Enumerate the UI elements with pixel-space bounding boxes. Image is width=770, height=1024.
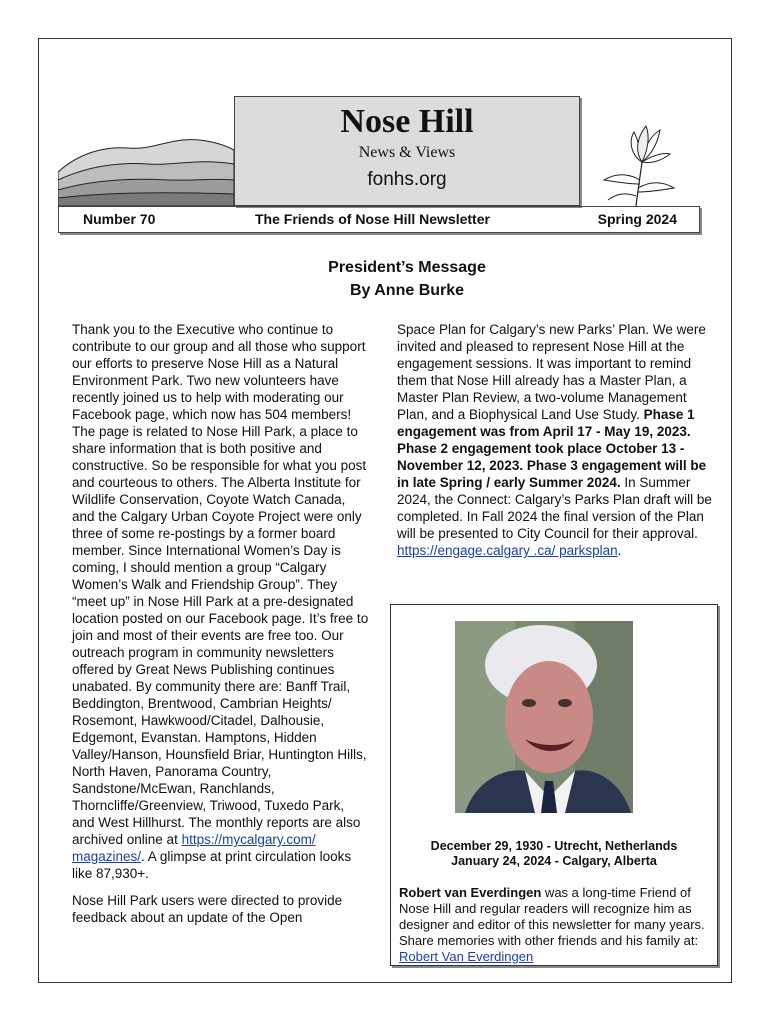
parks-plan-link[interactable]: https://engage.calgary .ca/ parksplan <box>397 543 618 558</box>
article-column-right <box>397 321 717 569</box>
memorial-tribute <box>399 885 717 965</box>
article-byline: By Anne Burke <box>349 282 465 299</box>
issue-info-bar <box>58 206 700 233</box>
paragraph-text: Thank you to the Executive who continue to contribute to our group and all those who support our efforts to preserve Nose Hill as a Natural Environment Park. Two new volunteers have recently joined us to help with moderating our Facebook page, which now has 504 members! The page is related to Nose Hill Park, a place to share information that is both positive and constructive. So be responsible for what you post and courteous to others. The Alberta Institute for Wildlife Conservation, Coyote Watch Canada, and the Calgary Urban Coyote Project were only three of some re-postings by a former board member. Since International Women’s Day is coming, I should mention a group “Calgary Women’s Walk and Friendship Group”. They “meet up” in Nose Hill Park at a pre-designated location posted on our Facebook page. It’s free to join and most of their events are free too. Our outreach program in community newsletters offered by Great News Publishing continues unabated. By community there are: Banff Trail, Beddington, Brentwood, Cambrian Heights/ Rosemont, Hawkwood/Citadel, Dalhousie, Edgemont, Evanstan. Hamptons, Hidden Valley/Hanson, Hounsfield Briar, Huntington Hills, North Haven, Panorama Country, Sandstone/McEwan, Ranchlands, Thorncliffe/Greenview, Triwood, Tuxedo Park, and West Hillhurst. The monthly reports are also archived online at <box>72 322 369 847</box>
masthead <box>234 96 580 206</box>
memorial-name: Robert van Everdingen <box>399 885 542 900</box>
article-column-left <box>72 321 370 936</box>
newsletter-title: Nose Hill <box>340 103 474 140</box>
tribute-text: was a long-time Friend of Nose Hill and regular readers will recognize him as designer and editor of this newsletter for many years. Share memories with other friends and his family at: <box>399 885 705 948</box>
paragraph-text: Space Plan for Calgary’s new Parks’ Plan. We were invited and pleased to represent Nose Hill at the engagement sessions. It was important to remind them that Nose Hill already has a Master Plan, a Master Plan Review, a two-volume Management Plan, and a Biophysical Land Use Study. <box>397 322 706 422</box>
article-headline <box>72 256 742 302</box>
article-paragraph: Nose Hill Park users were directed to provide feedback about an update of the Open <box>72 893 343 925</box>
birth-date: December 29, 1930 - Utrecht, Netherlands <box>430 839 678 853</box>
engagement-dates-text: Phase 1 engagement was from April 17 - May 19, 2023. Phase 2 engagement took place October 13 - November 12, 2023. Phase 3 engagement will be in late Spring / early Summer 2024. <box>397 407 707 490</box>
newsletter-subtitle: News & Views <box>358 144 456 161</box>
article-paragraph <box>72 321 370 882</box>
memorial-dates <box>391 839 717 869</box>
issue-number: Number 70 <box>83 211 156 227</box>
website-label: fonhs.org <box>367 169 447 190</box>
newsletter-name: The Friends of Nose Hill Newsletter <box>255 211 490 227</box>
mycalgary-magazines-link[interactable]: https://mycalgary.com/ magazines/ <box>72 832 316 864</box>
memorial-box <box>390 604 718 966</box>
issue-season: Spring 2024 <box>597 211 677 227</box>
death-date: January 24, 2024 - Calgary, Alberta <box>451 854 657 868</box>
paragraph-text: In Summer 2024, the Connect: Calgary’s Parks Plan draft will be completed. In Fall 2024 the final version of the Plan will be presented to City Council for their approval. <box>397 475 712 541</box>
article-paragraph <box>397 321 717 559</box>
prairie-crocus-illustration <box>596 122 678 206</box>
paragraph-text-end: . A glimpse at print circulation looks like 87,930+. <box>72 849 352 881</box>
paragraph-text-end: . <box>617 543 622 558</box>
article-title: President’s Message <box>328 259 486 276</box>
nose-hill-landscape-illustration <box>58 134 234 206</box>
memorial-link[interactable]: Robert Van Everdingen <box>399 949 534 964</box>
robert-van-everdingen-portrait <box>455 621 633 813</box>
